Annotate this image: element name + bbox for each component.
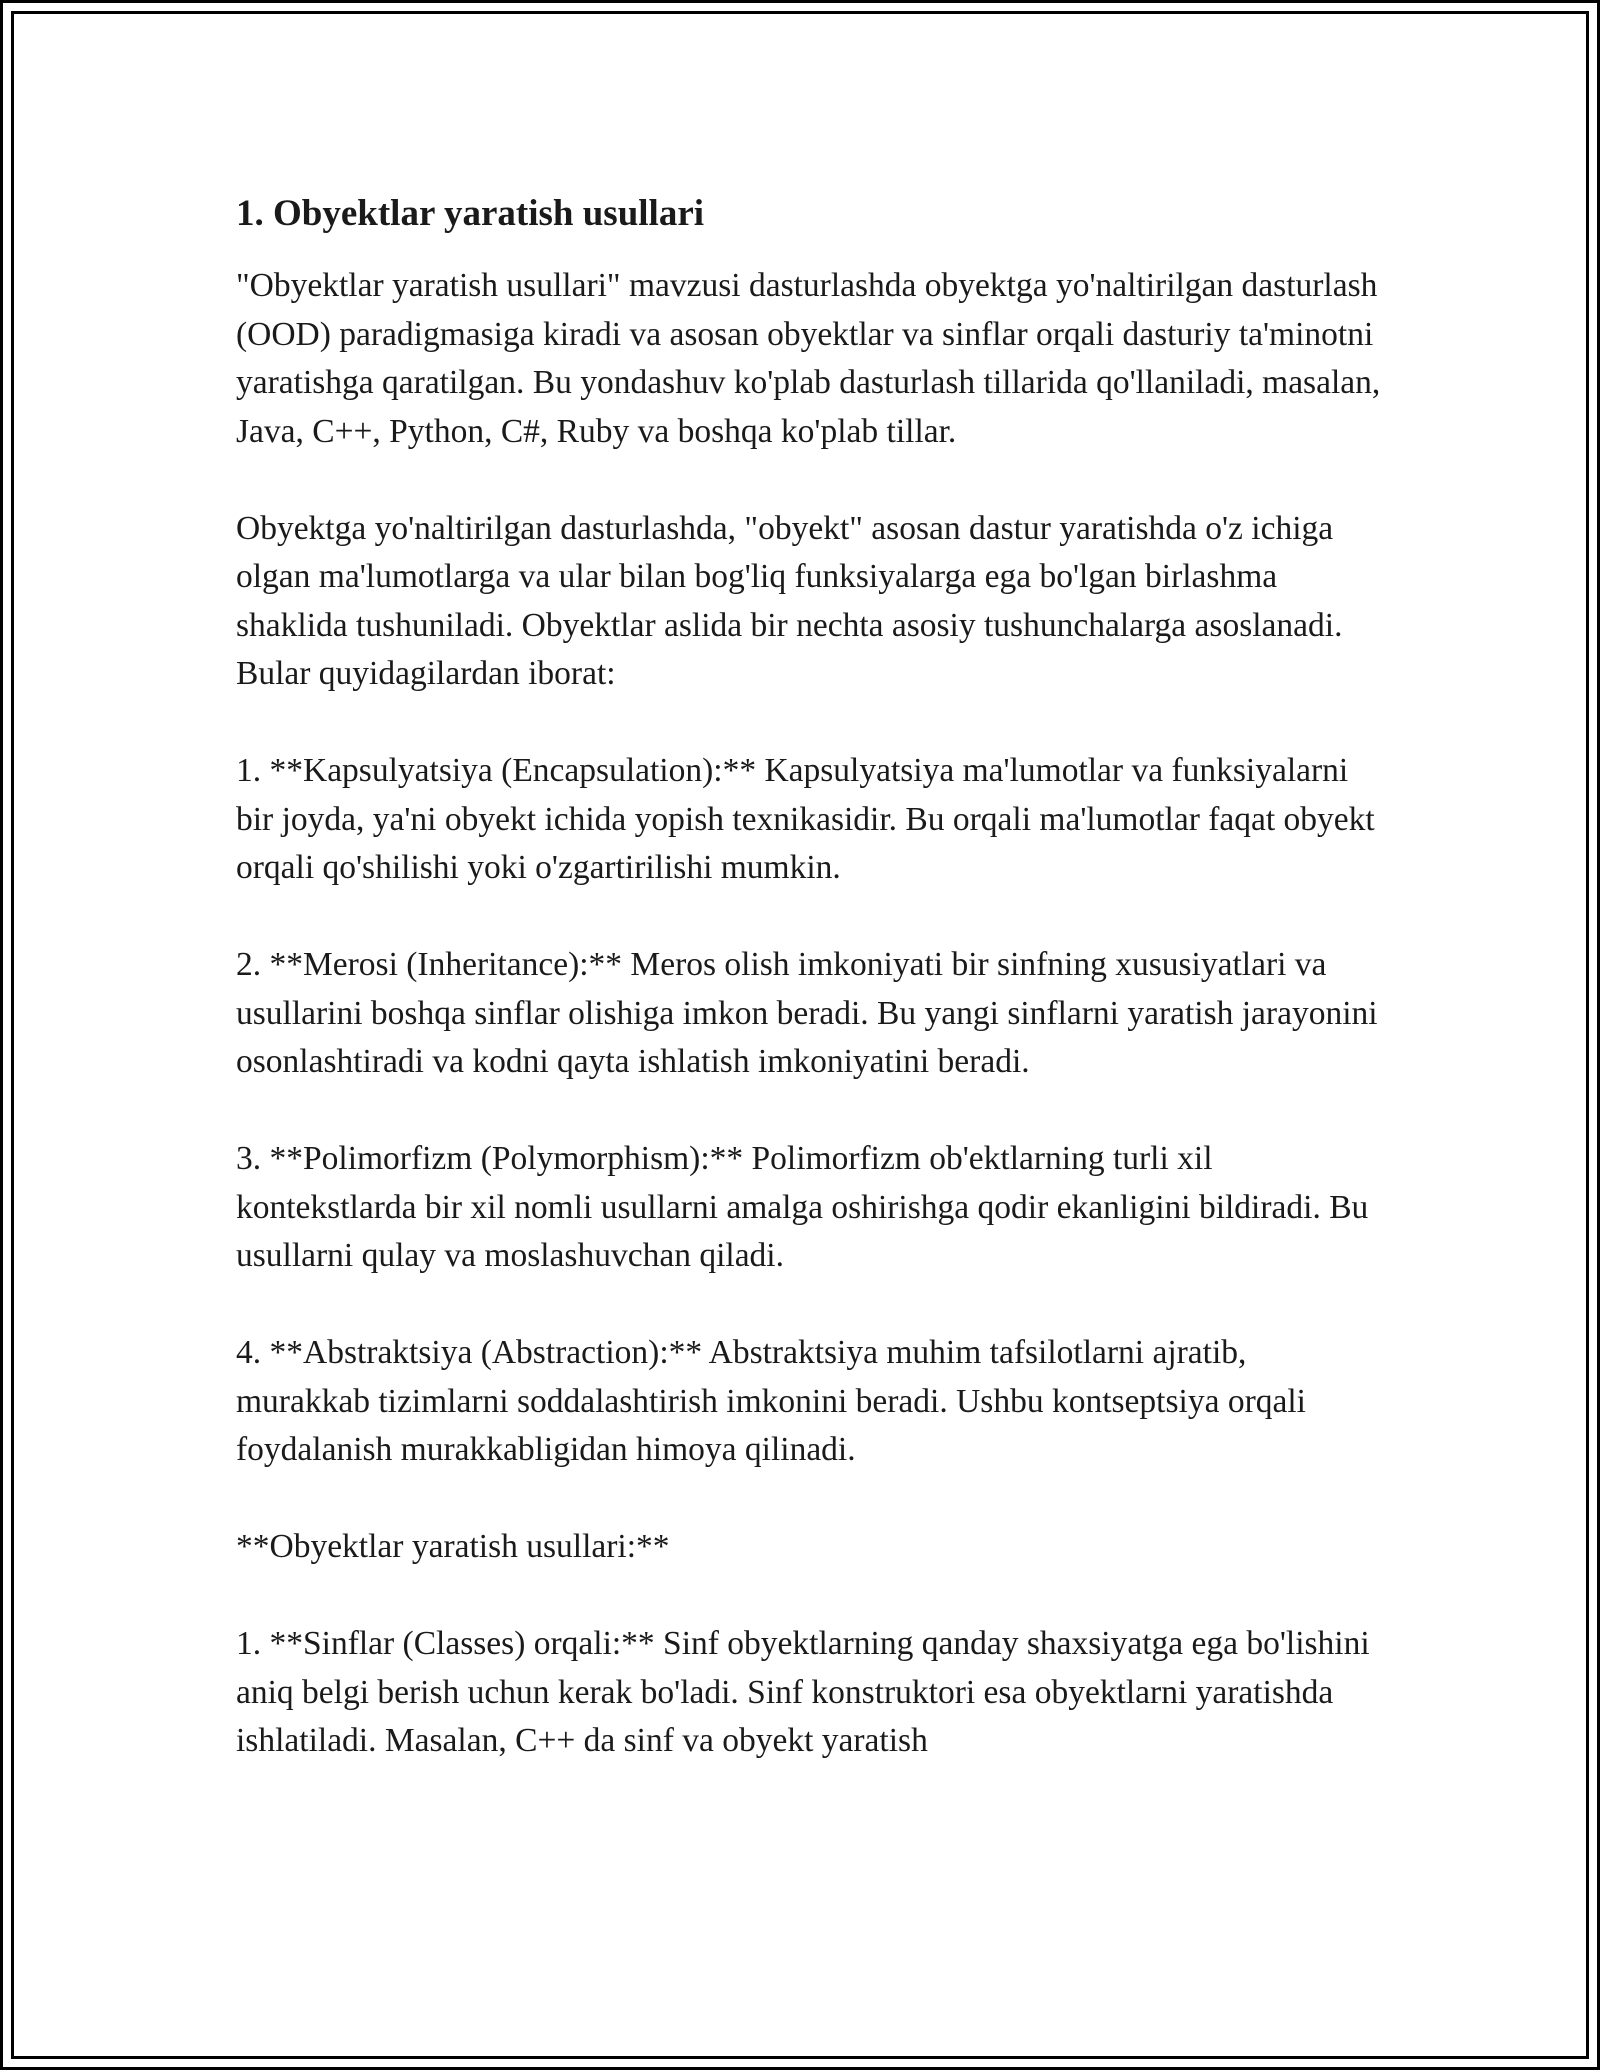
paragraph-classes: 1. **Sinflar (Classes) orqali:** Sinf obyektlarning qanday shaxsiyatga ega bo'lishini aniq belgi berish uchun kerak bo'ladi. Sinf konstruktori esa obyektlarni yaratishda ishlatiladi. Masalan, C++ da sinf va obyekt yaratish <box>236 1625 1370 1759</box>
paragraph-encapsulation: 1. **Kapsulyatsiya (Encapsulation):** Kapsulyatsiya ma'lumotlar va funksiyalarni bir joyda, ya'ni obyekt ichida yopish texnikasidir. Bu orqali ma'lumotlar faqat obyekt orqali qo'shilishi yoki o'zgartirilishi mumkin. <box>236 752 1375 886</box>
paragraph-abstraction: 4. **Abstraktsiya (Abstraction):** Abstraktsiya muhim tafsilotlarni ajratib, murakkab tizimlarni soddalashtirish imkonini beradi. Ushbu kontseptsiya orqali foydalanish murakkabligidan himoya qilinadi. <box>236 1334 1306 1468</box>
paragraph-intro: "Obyektlar yaratish usullari" mavzusi dasturlashda obyektga yo'naltirilgan dasturlash (OOD) paradigmasiga kiradi va asosan obyektlar va sinflar orqali dasturiy ta'minotni yaratishga qaratilgan. Bu yondashuv ko'plab dasturlash tillarida qo'llaniladi, masalan, Java, C++, Python, C#, Ruby va boshqa ko'plab tillar. <box>236 267 1381 450</box>
document-body <box>236 188 1386 1814</box>
paragraph-inheritance: 2. **Merosi (Inheritance):** Meros olish imkoniyati bir sinfning xususiyatlari va usullarini boshqa sinflar olishiga imkon beradi. Bu yangi sinflarni yaratish jarayonini osonlashtiradi va kodni qayta ishlatish imkoniyatini beradi. <box>236 946 1378 1080</box>
paragraph-polymorphism: 3. **Polimorfizm (Polymorphism):** Polimorfizm ob'ektlarning turli xil kontekstlarda bir xil nomli usullarni amalga oshirishga qodir ekanligini bildiradi. Bu usullarni qulay va moslashuvchan qiladi. <box>236 1140 1369 1274</box>
section-heading: 1. Obyektlar yaratish usullari <box>236 193 705 234</box>
paragraph-methods-heading: **Obyektlar yaratish usullari:** <box>236 1528 670 1565</box>
paragraph-object-definition: Obyektga yo'naltirilgan dasturlashda, "obyekt" asosan dastur yaratishda o'z ichiga olgan ma'lumotlarga va ular bilan bog'liq funksiyalarga ega bo'lgan birlashma shaklida tushuniladi. Obyektlar aslida bir nechta asosiy tushunchalarga asoslanadi. Bular quyidagilardan iborat: <box>236 509 1343 692</box>
